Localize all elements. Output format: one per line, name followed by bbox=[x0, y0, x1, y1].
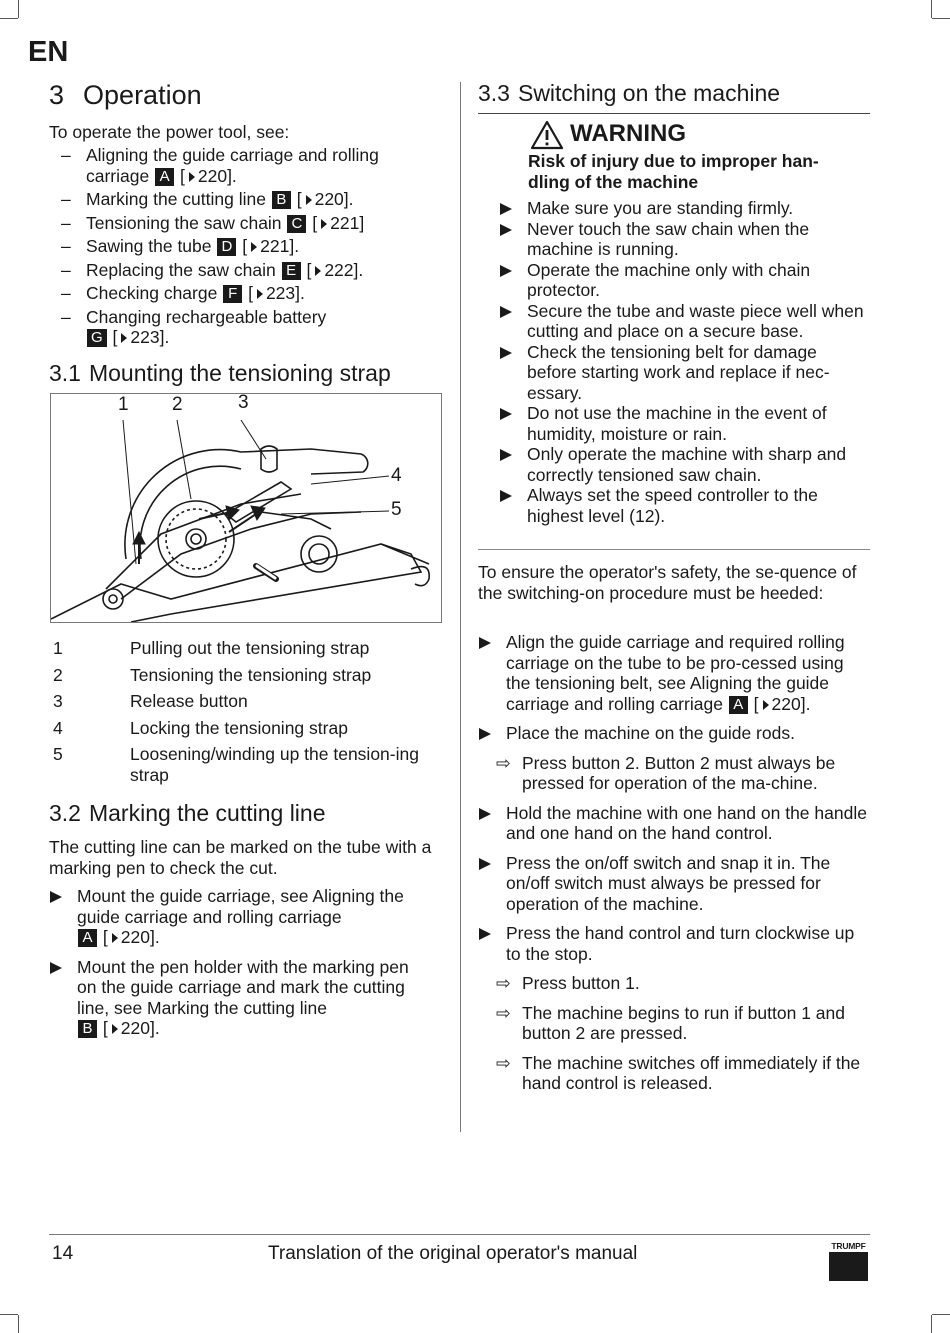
page-arrow-icon bbox=[112, 933, 118, 943]
instruction-step: Align the guide carriage and required rolling carriage on the tube to be pro-cessed using the tensioning belt, see Aligning the guide carriage and rolling carriage A [ 220]. bbox=[478, 632, 870, 714]
warning-block bbox=[528, 120, 870, 192]
figure-callout: 1 bbox=[118, 394, 129, 415]
page-arrow-icon bbox=[257, 289, 263, 299]
legend-row: 1 Pulling out the tensioning strap bbox=[53, 638, 370, 658]
warning-triangle-icon bbox=[530, 120, 564, 150]
step-arrow-icon bbox=[500, 347, 512, 359]
warning-measure: Secure the tube and waste piece well when cutting and place on a secure base. bbox=[499, 301, 870, 342]
warning-measure: Check the tensioning belt for damage before starting work and replace if nec-essary. bbox=[499, 342, 870, 404]
page-arrow-icon bbox=[315, 266, 321, 276]
list-item: – Marking the cutting line B [ 220]. bbox=[61, 189, 354, 209]
page-arrow-icon bbox=[306, 195, 312, 205]
operation-intro: To operate the power tool, see: bbox=[49, 122, 290, 142]
warning-title: WARNING bbox=[528, 120, 870, 150]
switching-on-intro: To ensure the operator's safety, the se-quence of the switching-on procedure must be heeded: bbox=[478, 562, 857, 603]
crop-mark bbox=[18, 0, 19, 18]
crop-mark bbox=[932, 1314, 950, 1315]
cross-reference-link[interactable]: [ 223]. bbox=[112, 327, 170, 347]
list-item: – Sawing the tube D [ 221]. bbox=[61, 236, 300, 256]
list-item: – Checking charge F [ 223]. bbox=[61, 283, 305, 303]
footer-text: Translation of the original operator's manual bbox=[268, 1243, 638, 1264]
cross-reference-link[interactable]: [ 220]. bbox=[102, 1018, 160, 1038]
list-item: – Changing rechargeable battery G [ 223]. bbox=[61, 306, 327, 347]
result-arrow-icon: ⇨ bbox=[496, 1052, 511, 1073]
crop-mark bbox=[18, 1315, 19, 1333]
figure-callout: 3 bbox=[238, 393, 249, 413]
crop-mark bbox=[0, 1314, 18, 1315]
badge: D bbox=[217, 238, 236, 256]
section-3-3-heading bbox=[478, 80, 780, 107]
crop-mark bbox=[931, 0, 932, 18]
cross-reference-link[interactable]: [ 223]. bbox=[248, 283, 305, 303]
ratchet-strap-illustration bbox=[51, 394, 441, 622]
list-item: – Aligning the guide carriage and rolling carriage A [ 220]. bbox=[61, 145, 379, 186]
cross-reference-link[interactable]: [ 221]. bbox=[242, 236, 300, 256]
cross-reference-link[interactable]: [ 220]. bbox=[296, 189, 354, 209]
page-arrow-icon bbox=[112, 1024, 118, 1034]
cutting-line-intro: The cutting line can be marked on the tube with a marking pen to check the cut. bbox=[49, 837, 432, 878]
step-arrow-icon bbox=[500, 224, 512, 236]
step-arrow-icon bbox=[500, 265, 512, 277]
step-arrow-icon bbox=[479, 928, 491, 940]
badge: A bbox=[729, 696, 748, 714]
section-title: Mounting the tensioning strap bbox=[88, 360, 391, 386]
cutting-line-steps bbox=[49, 886, 424, 1039]
section-number: 3.3 bbox=[478, 80, 510, 106]
badge: B bbox=[78, 1020, 97, 1038]
step-arrow-icon bbox=[479, 858, 491, 870]
step-arrow-icon bbox=[50, 962, 62, 974]
instruction-step: Mount the pen holder with the marking pen on the guide carriage and mark the cutting line, see Marking the cutting line B [ 220]. bbox=[49, 957, 424, 1039]
step-arrow-icon bbox=[479, 728, 491, 740]
figure-callout: 2 bbox=[172, 394, 183, 415]
step-arrow-icon bbox=[479, 637, 491, 649]
result-step: ⇨ Press button 2. Button 2 must always be pressed for operation of the ma-chine. bbox=[496, 752, 836, 793]
page-arrow-icon bbox=[189, 172, 195, 182]
section-title: Marking the cutting line bbox=[88, 800, 326, 826]
result-arrow-icon: ⇨ bbox=[496, 973, 511, 993]
badge: E bbox=[282, 262, 301, 280]
warning-measure: Only operate the machine with sharp and correctly tensioned saw chain. bbox=[499, 444, 870, 485]
instruction-step: Place the machine on the guide rods. bbox=[478, 723, 870, 744]
list-item: – Replacing the saw chain E [ 222]. bbox=[61, 259, 364, 280]
section-number: 3.1 bbox=[49, 360, 81, 386]
badge: A bbox=[155, 168, 174, 186]
warning-measure: Never touch the saw chain when the machine is running. bbox=[499, 219, 870, 260]
figure-callout: 4 bbox=[391, 465, 402, 486]
instruction-step: Mount the guide carriage, see Aligning the guide carriage and rolling carriage A [ 220]. bbox=[49, 886, 424, 948]
figure-legend bbox=[49, 638, 444, 785]
page-arrow-icon bbox=[321, 219, 327, 229]
brand-logo: TRUMPF bbox=[829, 1241, 868, 1281]
switching-on-steps bbox=[478, 632, 870, 1094]
result-step: ⇨ The machine switches off immediately if the hand control is released. bbox=[496, 1052, 861, 1093]
section-number: 3 bbox=[49, 80, 65, 110]
warning-measure: Do not use the machine in the event of humidity, moisture or rain. bbox=[499, 403, 870, 444]
warning-measure: Operate the machine only with chain protector. bbox=[499, 260, 870, 301]
badge: F bbox=[223, 285, 242, 303]
result-step: ⇨ The machine begins to run if button 1 and button 2 are pressed. bbox=[496, 1002, 845, 1043]
page-arrow-icon bbox=[763, 700, 769, 710]
figure-callout: 5 bbox=[391, 499, 402, 520]
cross-reference-link[interactable]: [ 222]. bbox=[306, 259, 364, 280]
crop-mark bbox=[932, 18, 950, 19]
section-number: 3.2 bbox=[49, 800, 81, 826]
legend-row: 5 Loosening/winding up the tension-ing strap bbox=[53, 744, 419, 785]
section-title: Switching on the machine bbox=[517, 80, 781, 106]
instruction-step: Press the hand control and turn clockwise up to the stop. bbox=[478, 923, 870, 964]
crop-mark bbox=[931, 1315, 932, 1333]
result-arrow-icon: ⇨ bbox=[496, 752, 511, 773]
result-step: ⇨ Press button 1. bbox=[496, 973, 640, 993]
step-arrow-icon bbox=[500, 306, 512, 318]
step-arrow-icon bbox=[500, 203, 512, 215]
operation-reference-list bbox=[49, 145, 444, 351]
cross-reference-link[interactable]: [ 220]. bbox=[179, 165, 237, 186]
cross-reference-link[interactable]: [ 220]. bbox=[102, 927, 160, 947]
cross-reference-link[interactable]: [ 220]. bbox=[753, 693, 811, 714]
page-arrow-icon bbox=[251, 242, 257, 252]
step-arrow-icon bbox=[50, 891, 62, 903]
badge: A bbox=[78, 929, 97, 947]
badge: B bbox=[272, 191, 291, 209]
list-item: – Tensioning the saw chain C [ 221] bbox=[61, 212, 365, 233]
footer-rule bbox=[49, 1234, 870, 1235]
page-number: 14 bbox=[52, 1243, 74, 1264]
section-3-2-heading bbox=[49, 800, 326, 827]
column-divider bbox=[460, 82, 461, 1132]
heading-rule bbox=[478, 113, 870, 114]
warning-measure: Make sure you are standing firmly. bbox=[499, 198, 870, 219]
section-title: Operation bbox=[83, 80, 202, 110]
legend-row: 4 Locking the tensioning strap bbox=[53, 717, 348, 738]
badge: G bbox=[87, 329, 107, 347]
legend-row: 2 Tensioning the tensioning strap bbox=[53, 664, 372, 685]
step-arrow-icon bbox=[500, 449, 512, 461]
warning-end-rule bbox=[478, 549, 870, 550]
section-3-1-heading bbox=[49, 360, 391, 387]
crop-mark bbox=[0, 18, 18, 19]
instruction-step: Hold the machine with one hand on the handle and one hand on the hand control. bbox=[478, 803, 870, 844]
step-arrow-icon bbox=[500, 408, 512, 420]
warning-measures-list bbox=[499, 198, 870, 526]
cross-reference-link[interactable]: [ 221] bbox=[312, 212, 365, 233]
warning-heading: Risk of injury due to improper han-dling of the machine bbox=[528, 151, 819, 192]
section-3-heading bbox=[49, 80, 202, 111]
logo-block bbox=[829, 1252, 868, 1281]
warning-measure: Always set the speed controller to the highest level (12). bbox=[499, 485, 870, 526]
page-arrow-icon bbox=[121, 333, 127, 343]
language-label: EN bbox=[28, 36, 69, 68]
step-arrow-icon bbox=[500, 490, 512, 502]
result-arrow-icon: ⇨ bbox=[496, 1002, 511, 1023]
tensioning-strap-figure bbox=[50, 393, 442, 623]
instruction-step: Press the on/off switch and snap it in. The on/off switch must always be pressed for operation of the machine. bbox=[478, 853, 870, 915]
step-arrow-icon bbox=[479, 808, 491, 820]
badge: C bbox=[287, 215, 306, 233]
legend-row: 3 Release button bbox=[53, 691, 248, 711]
